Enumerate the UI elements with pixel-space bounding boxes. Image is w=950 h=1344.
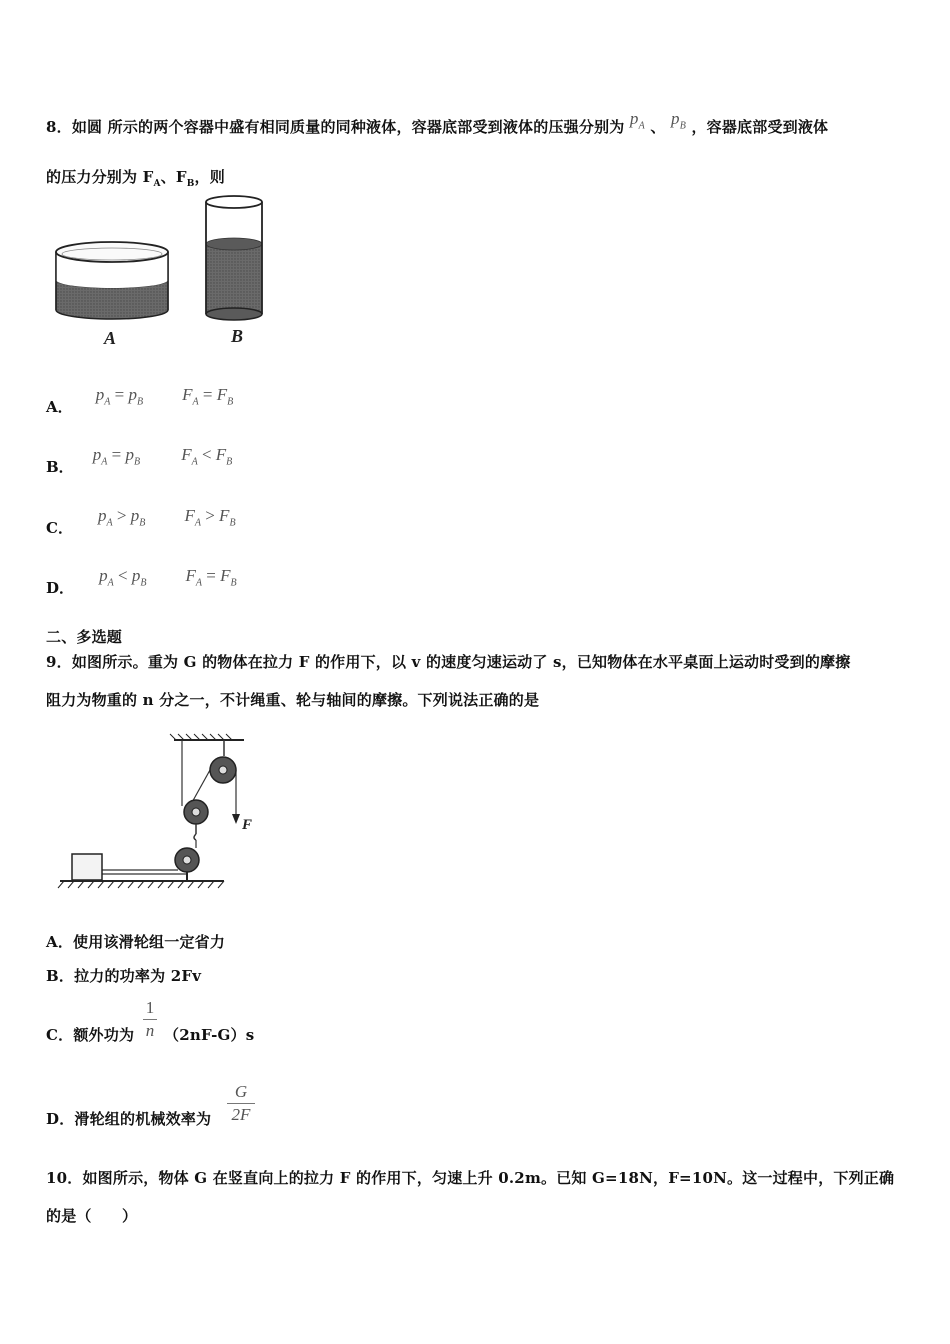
q10-stem-line1: 10．如图所示，物体 G 在竖直向上的拉力 F 的作用下，匀速上升 0.2m。已知 G=18N，F=10N。这一过程中，下列正确 <box>46 1169 895 1187</box>
q9-pulley-figure <box>56 734 253 894</box>
q8-stem-line2: 的压力分别为 $F_A$、$F_B$，则 <box>46 168 225 189</box>
q8-separator: 、 <box>650 118 666 136</box>
q8-symbol-pb: $p_B$ <box>671 109 687 132</box>
section-2-title: 二、多选题 <box>46 628 123 646</box>
block-object <box>72 854 102 880</box>
q8-option-b[interactable]: B． $p_A = p_B$ $F_A < F_B$ <box>46 445 233 476</box>
q8-stem-line1 <box>46 109 829 139</box>
q9-option-c-fraction: 1 n <box>143 998 157 1041</box>
q9-option-d[interactable]: D．滑轮组的机械效率为 G 2F <box>46 1082 446 1132</box>
q8-stem-part2: ，容器底部受到液体 <box>691 118 829 136</box>
container-a <box>56 242 168 319</box>
q9-option-c[interactable]: C．额外功为 1 n （2nF-G）s <box>46 998 255 1044</box>
ceiling-support <box>170 734 244 740</box>
container-a-label: A <box>103 328 117 348</box>
q9-stem-line1: 9．如图所示。重为 G 的物体在拉力 F 的作用下，以 v 的速度匀速运动了 s，已知物体在水平桌面上运动时受到的摩擦 <box>46 653 851 671</box>
q8-option-d[interactable]: D． $p_A < p_B$ $F_A = F_B$ <box>46 566 237 597</box>
q8-symbol-pa: $p_A$ <box>629 109 645 132</box>
q9-stem-line2: 阻力为物重的 n 分之一，不计绳重、轮与轴间的摩擦。下列说法正确的是 <box>46 691 540 709</box>
force-arrow-icon <box>232 814 240 824</box>
q8-containers-figure <box>48 192 278 352</box>
q8-stem-part1: 8．如圆 所示的两个容器中盛有相同质量的同种液体，容器底部受到液体的压强分别为 <box>46 118 625 136</box>
q8-option-c[interactable]: C． $p_A > p_B$ $F_A > F_B$ <box>46 506 236 537</box>
q8-option-a[interactable]: A． $p_A = p_B$ $F_A = F_B$ <box>46 385 234 416</box>
q10-stem-line2: 的是（ ） <box>46 1207 138 1225</box>
q9-option-a[interactable]: A．使用该滑轮组一定省力 <box>46 933 226 951</box>
q9-option-b[interactable]: B．拉力的功率为 2Fv <box>46 967 202 985</box>
force-label: F <box>242 817 253 833</box>
q9-option-d-fraction: G 2F <box>227 1082 255 1125</box>
container-b-label: B <box>230 326 244 346</box>
container-b <box>206 196 262 320</box>
